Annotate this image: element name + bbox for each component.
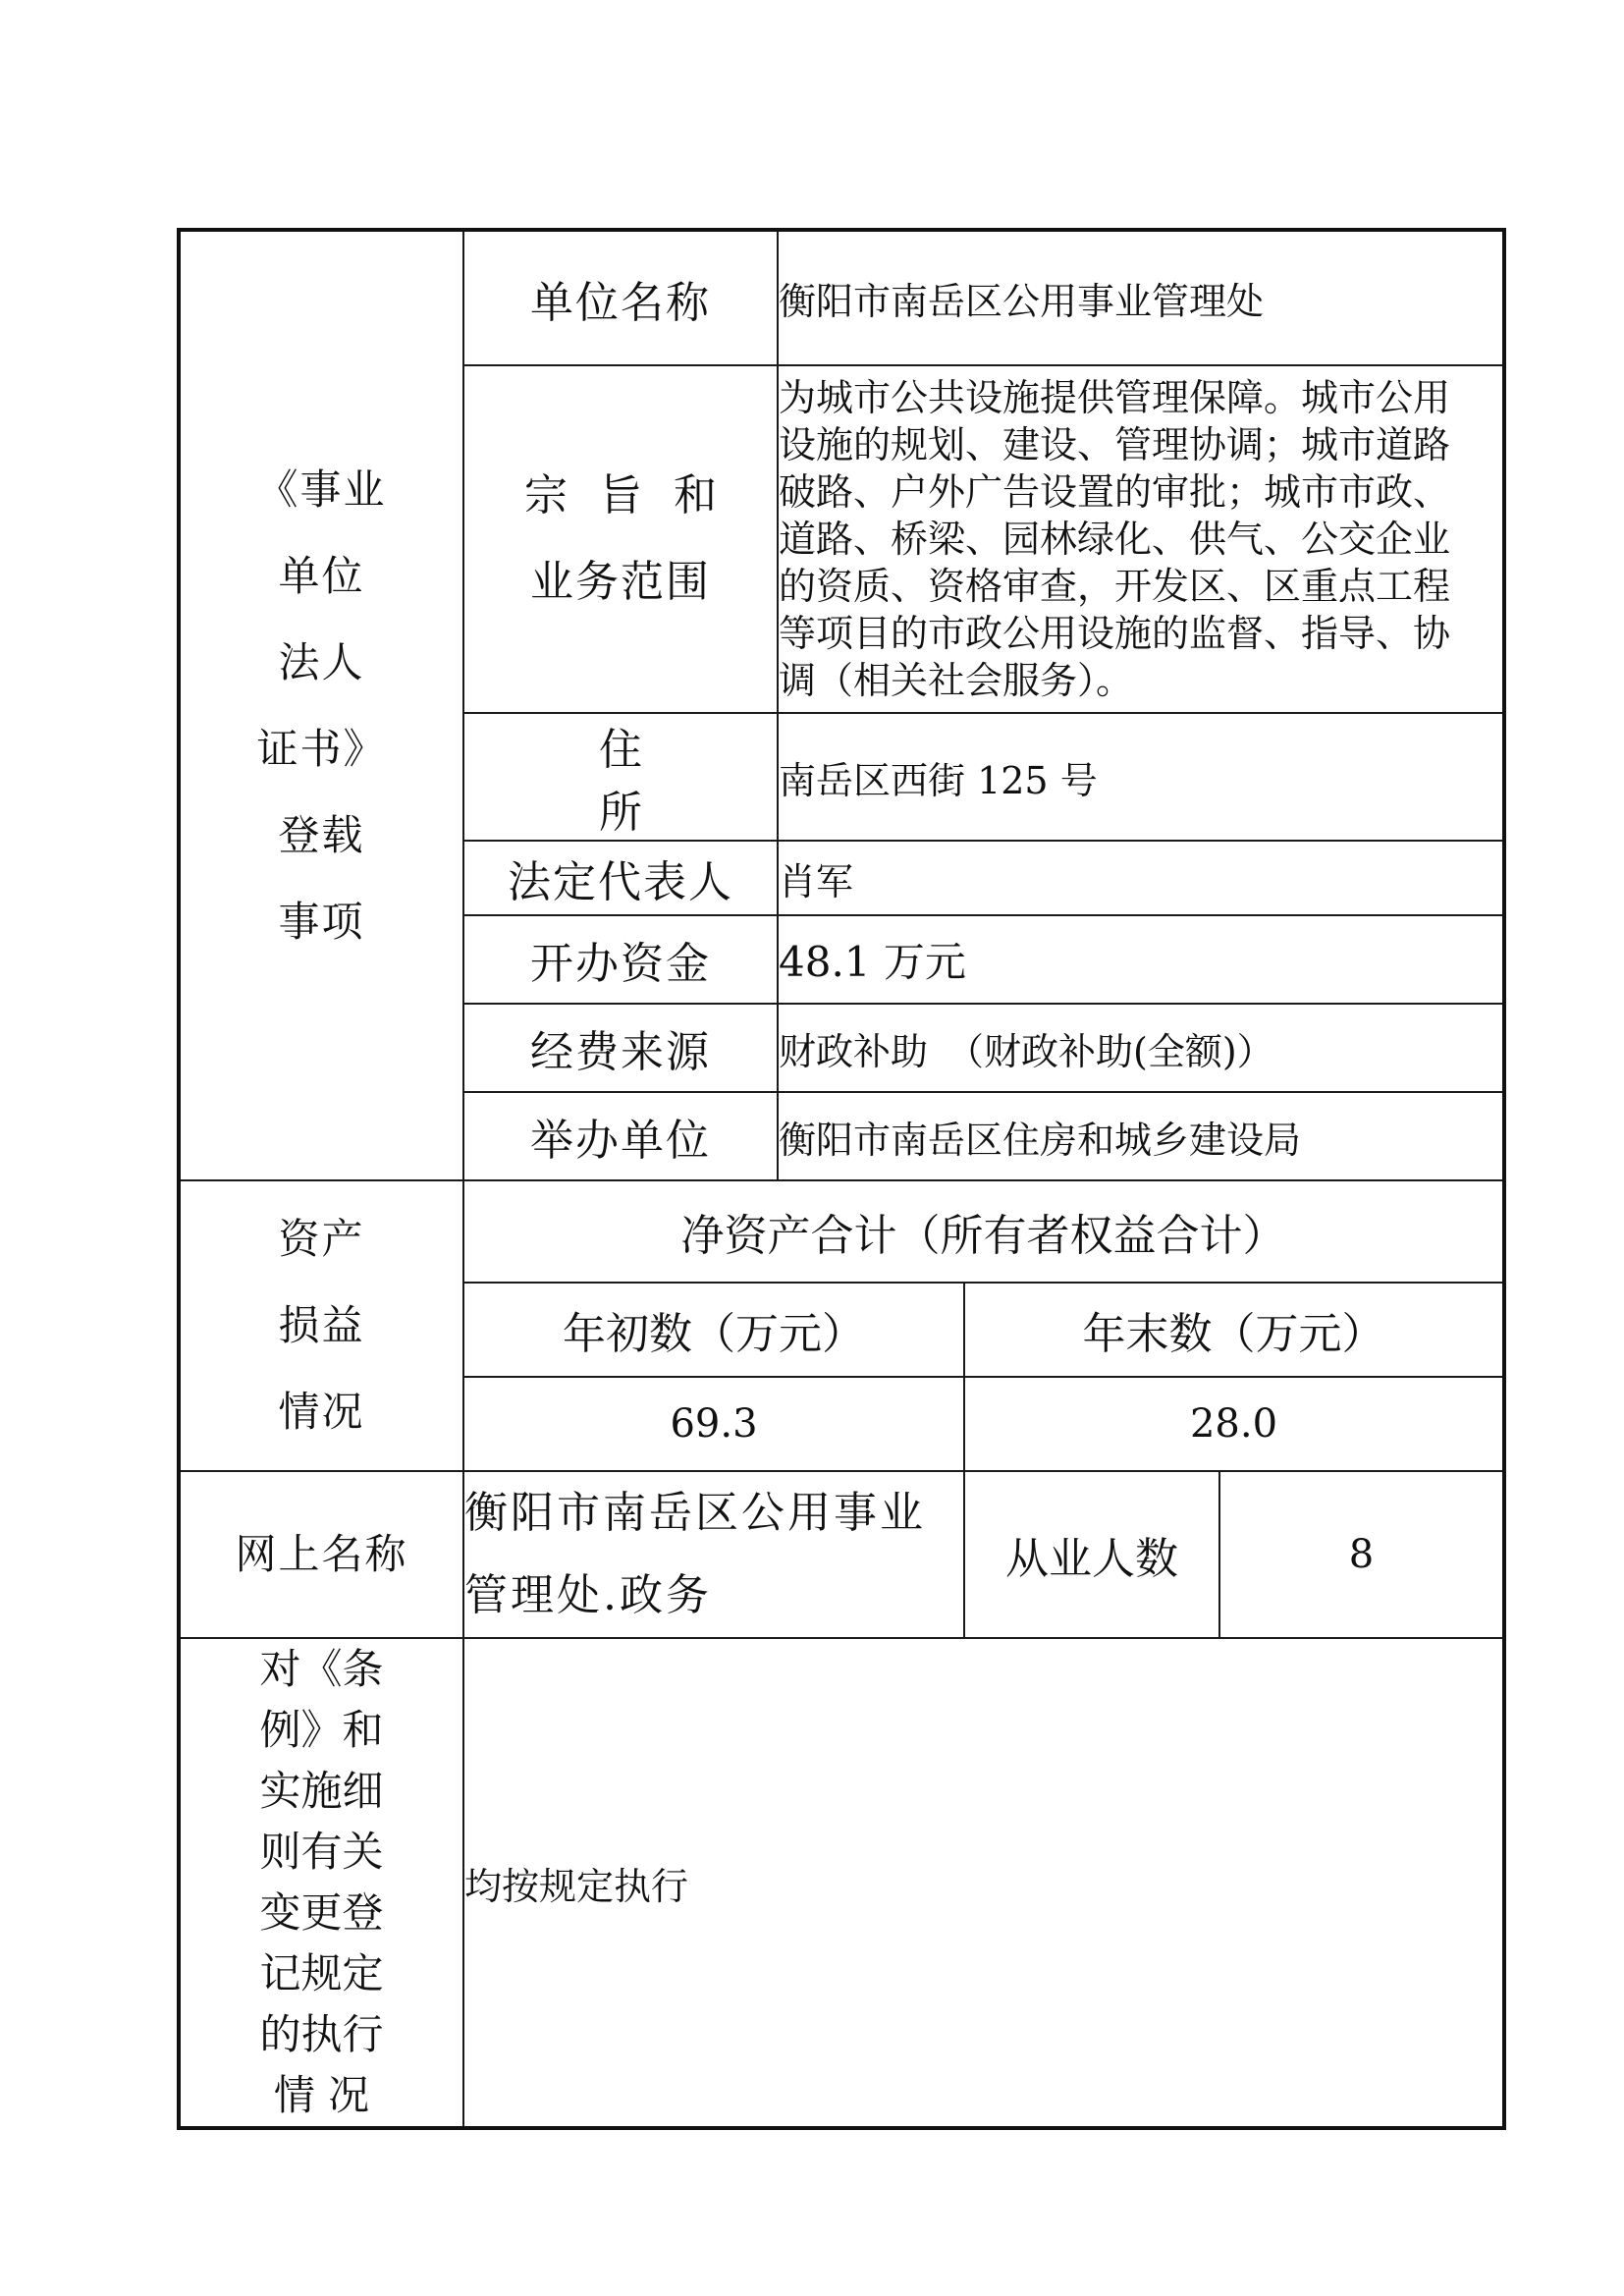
funding-value: 财政补助 （财政补助(全额)） [778, 1004, 1504, 1092]
assets-section-label [179, 1180, 463, 1471]
purpose-line: 的资质、资格审查，开发区、区重点工程 [779, 565, 1451, 608]
purpose-label [463, 365, 778, 713]
execution-label-line: 记规定 [259, 1949, 384, 1997]
capital-value: 48.1 万元 [778, 915, 1504, 1004]
purpose-line: 道路、桥梁、园林绿化、供气、公交企业 [779, 518, 1451, 561]
sponsor-label: 举办单位 [463, 1092, 778, 1180]
execution-label-line: 则有关 [259, 1828, 384, 1876]
staff-count-label: 从业人数 [964, 1471, 1219, 1638]
staff-count-value: 8 [1219, 1471, 1504, 1638]
section-label-line: 证书》 [256, 724, 387, 773]
legal-rep-label: 法定代表人 [463, 841, 778, 915]
assets-label-line: 资产 [278, 1215, 365, 1263]
end-year-value: 28.0 [964, 1377, 1504, 1471]
purpose-line: 调（相关社会服务）。 [779, 659, 1134, 702]
section-label-line: 《事业 [256, 465, 387, 514]
purpose-label-line2: 业务范围 [530, 557, 711, 607]
online-name-line1: 衡阳市南岳区公用事业 [464, 1488, 926, 1538]
section-label-line: 登载 [278, 810, 365, 859]
begin-year-label: 年初数（万元） [463, 1283, 964, 1377]
net-assets-header: 净资产合计（所有者权益合计） [463, 1180, 1504, 1283]
end-year-label: 年末数（万元） [964, 1283, 1504, 1377]
execution-label-line: 对《条 [259, 1645, 384, 1693]
purpose-line: 破路、户外广告设置的审批；城市市政、 [779, 470, 1451, 514]
address-label: 住所 [463, 713, 778, 841]
execution-label [179, 1638, 463, 2128]
begin-year-value: 69.3 [463, 1377, 964, 1471]
execution-label-line: 情 况 [273, 2071, 370, 2119]
unit-name-value: 衡阳市南岳区公用事业管理处 [778, 230, 1504, 365]
section-label-line: 法人 [278, 637, 365, 686]
assets-label-line: 情况 [278, 1388, 365, 1436]
section-label-line: 事项 [278, 897, 365, 946]
unit-name-label: 单位名称 [463, 230, 778, 365]
funding-label: 经费来源 [463, 1004, 778, 1092]
online-name-line2: 管理处.政务 [464, 1570, 712, 1620]
purpose-label-line1: 宗旨和 [524, 470, 748, 520]
online-name-value [463, 1471, 964, 1638]
online-name-label: 网上名称 [179, 1471, 463, 1638]
capital-label: 开办资金 [463, 915, 778, 1004]
execution-value: 均按规定执行 [463, 1638, 1504, 2128]
section-label-line: 单位 [278, 551, 365, 600]
execution-label-line: 例》和 [259, 1706, 384, 1754]
execution-label-line: 实施细 [259, 1767, 384, 1815]
address-value: 南岳区西街 125 号 [778, 713, 1504, 841]
purpose-line: 为城市公共设施提供管理保障。城市公用 [779, 376, 1451, 419]
execution-label-line: 变更登 [259, 1888, 384, 1937]
purpose-line: 设施的规划、建设、管理协调；城市道路 [779, 423, 1451, 466]
assets-label-line: 损益 [278, 1301, 365, 1349]
legal-rep-value: 肖军 [778, 841, 1504, 915]
execution-label-line: 的执行 [259, 2010, 384, 2058]
registration-table [177, 228, 1506, 2130]
purpose-line: 等项目的市政公用设施的监督、指导、协 [779, 612, 1451, 655]
registration-section-label [179, 230, 463, 1180]
sponsor-value: 衡阳市南岳区住房和城乡建设局 [778, 1092, 1504, 1180]
purpose-value [778, 365, 1504, 713]
